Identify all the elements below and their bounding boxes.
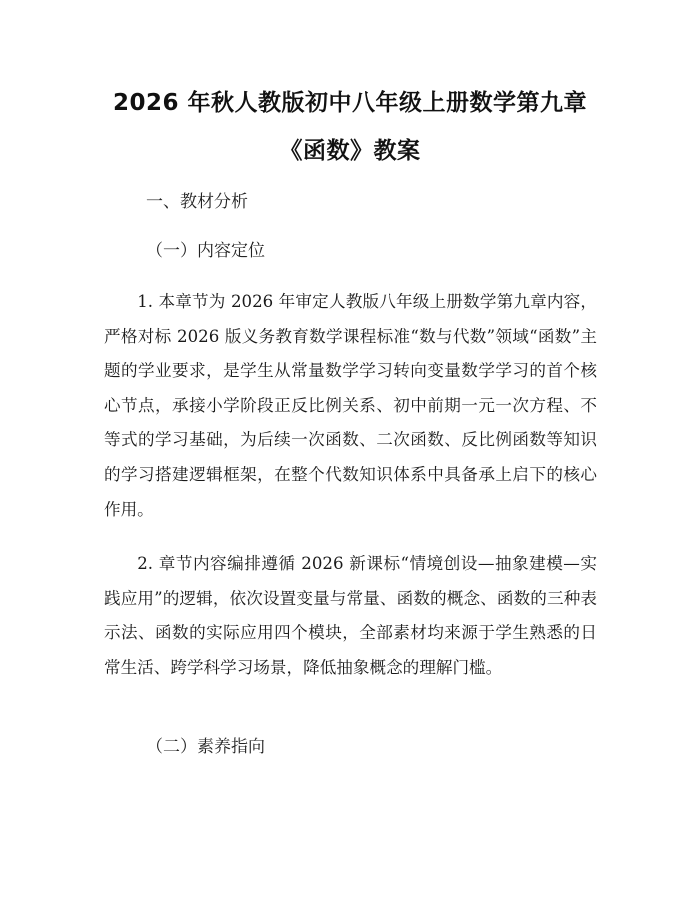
section-heading-teaching-material-analysis: 一、教材分析: [146, 192, 248, 212]
paragraph-2: 2. 章节内容编排遵循 2026 新课标“情境创设—抽象建模—实践应用”的逻辑，依次设置变量与常量、函数的概念、函数的三种表示法、函数的实际应用四个模块，全部素材均来源于学生熟悉的日常生活、跨学科学习场景，降低抽象概念的理解门槛。: [104, 554, 597, 677]
subsection-heading-content-positioning: （一）内容定位: [146, 241, 265, 261]
document-title-line-2: 《函数》教案: [279, 138, 421, 164]
subsection-heading-competency-orientation: （二）素养指向: [146, 737, 265, 757]
document-title-line-1: 2026 年秋人教版初中八年级上册数学第九章: [112, 90, 588, 116]
paragraph-1: 1. 本章节为 2026 年审定人教版八年级上册数学第九章内容，严格对标 2026 版义务教育数学课程标准“数与代数”领域“函数”主题的学业要求，是学生从常量数学学习转向变量数学学习的首个核心节点，承接小学阶段正反比例关系、初中前期一元一次方程、不等式的学习基础，为后续一次函数、二次函数、反比例函数等知识的学习搭建逻辑框架，在整个代数知识体系中具备承上启下的核心作用。: [104, 292, 597, 519]
